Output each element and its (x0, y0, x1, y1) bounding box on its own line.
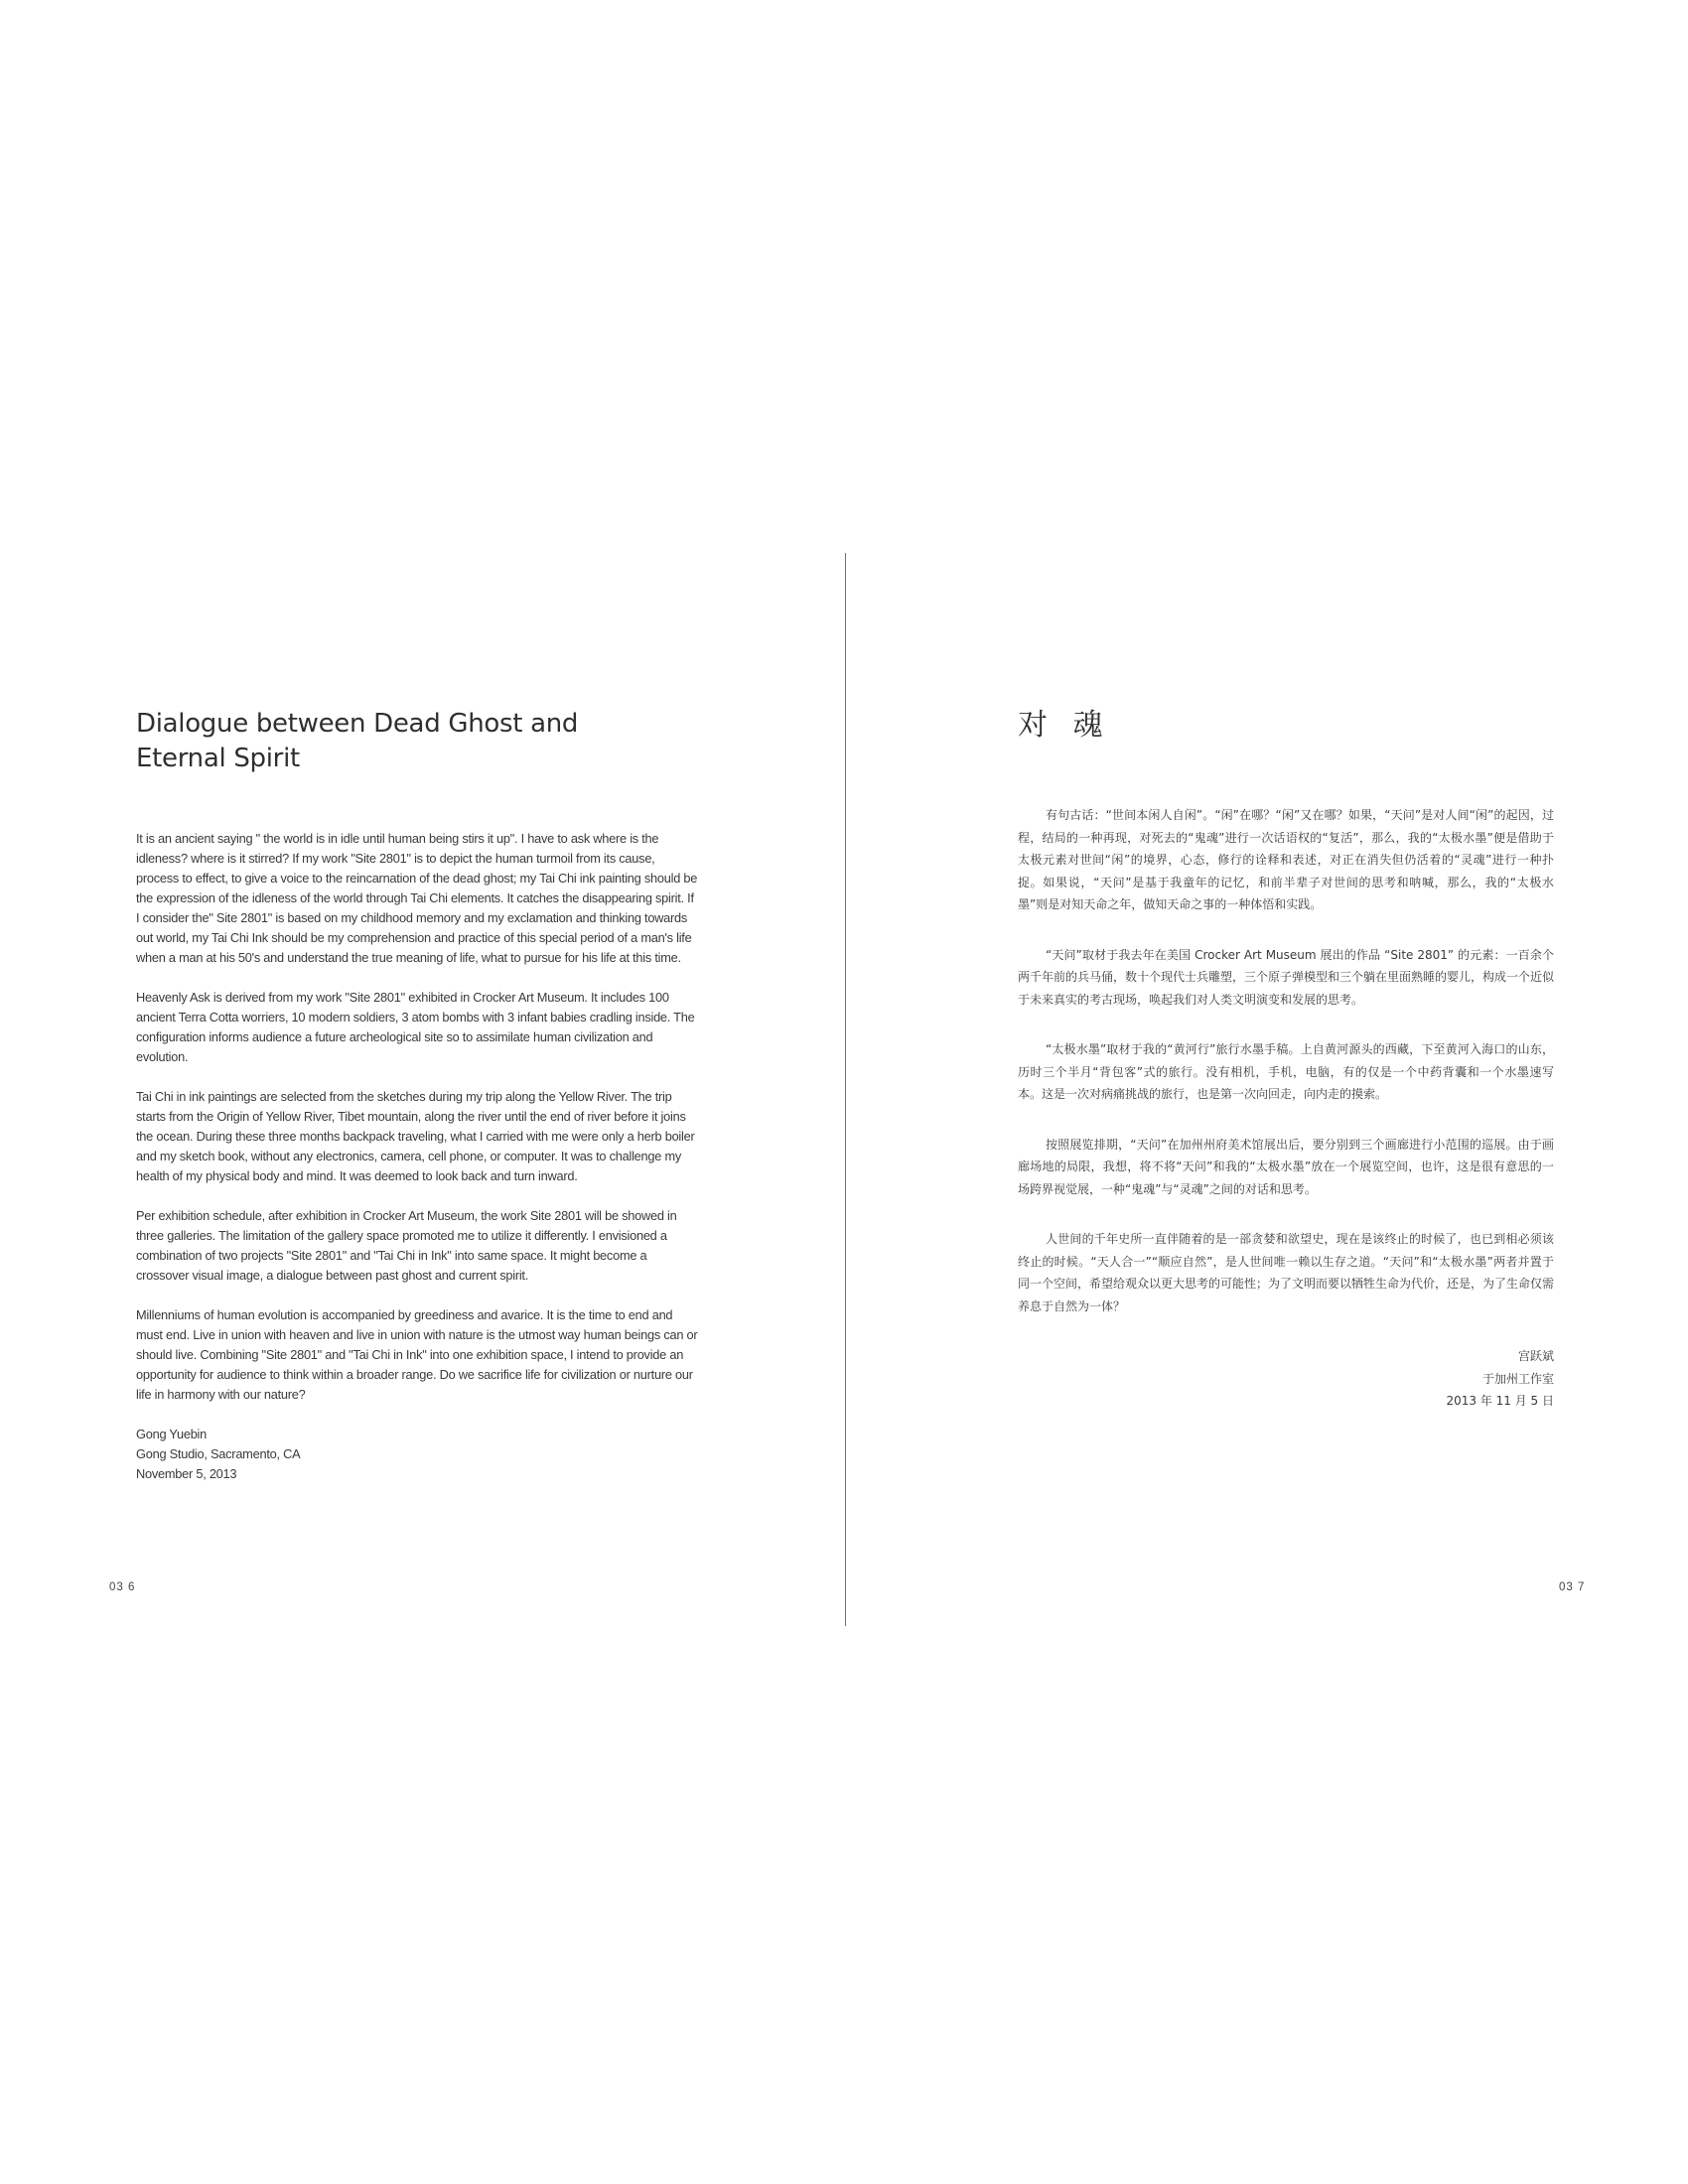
chinese-paragraph: 人世间的千年史所一直伴随着的是一部贪婪和欲望史，现在是该终止的时候了，也已到相必须该终止的时候。“天人合一”“顺应自然”，是人世间唯一赖以生存之道。“天问”和“太极水墨”两者并置于同一个空间，希望给观众以更大思考的可能性；为了文明而要以牺牲生命为代价，还是，为了生命仅需养息于自然为一体？ (1018, 1232, 1555, 1313)
english-title-line-2: Eternal Spirit (136, 744, 300, 773)
author-name-zh: 宫跃斌 (1517, 1349, 1554, 1363)
chinese-title: 对 魂 (1018, 708, 1111, 743)
chinese-body (1018, 804, 1554, 1413)
chinese-signature (1018, 1345, 1554, 1413)
author-name: Gong Yuebin (136, 1427, 208, 1441)
author-place-zh: 于加州工作室 (1481, 1371, 1554, 1386)
chinese-paragraph: “太极水墨”取材于我的“黄河行”旅行水墨手稿。上自黄河源头的西藏，下至黄河入海口的山东，历时三个半月“背包客”式的旅行。没有相机，手机，电脑，有的仅是一个中药背囊和一个水墨速写本。这是一次对病痛挑战的旅行，也是第一次向回走，向内走的摸索。 (1018, 1042, 1554, 1101)
right-page (1018, 707, 1554, 1413)
left-page-number: 03 6 (109, 1581, 136, 1593)
english-signature (136, 1425, 700, 1484)
chinese-paragraph: 按照展览排期，“天问”在加州州府美术馆展出后，要分别到三个画廊进行小范围的巡展。由于画廊场地的局限，我想，将不将“天问”和我的“太极水墨”放在一个展览空间，也许，这是很有意思的一场跨界视觉展，一种“鬼魂”与“灵魂”之间的对话和思考。 (1018, 1137, 1554, 1196)
english-body (136, 829, 700, 1484)
chinese-paragraph: 有句古话：“世间本闲人自闲”。“闲”在哪？“闲”又在哪？如果，“天问”是对人间“闲”的起因，过程，结局的一种再现，对死去的“鬼魂”进行一次话语权的“复活”，那么，我的“太极水墨”便是借助于太极元素对世间“闲”的境界，心态，修行的诠释和表述，对正在消失但仍活着的“灵魂”进行一种扑捉。如果说，“天问”是基于我童年的记忆，和前半辈子对世间的思考和呐喊，那么，我的“太极水墨”则是对知天命之年，做知天命之事的一种体悟和实践。 (1018, 808, 1554, 911)
english-title-line-1: Dialogue between Dead Ghost and (136, 709, 579, 739)
english-title (136, 707, 700, 776)
right-page-number: 03 7 (1559, 1581, 1586, 1593)
english-paragraph: It is an ancient saying " the world is in idle until human being stirs it up". I have to ask where is the idleness? where is it stirred? If my work "Site 2801" is to depict the human turmoil from its cause, process to effect, to give a voice to the reincarnation of the dead ghost; my Tai Chi ink painting should be the expression of the idleness of the world through Tai Chi elements. It catches the disappearing spirit. If I consider the" Site 2801" is based on my childhood memory and my exclamation and thinking towards out world, my Tai Chi Ink should be my comprehension and practice of this special period of a man's life when a man at his 50's and understand the true meaning of life, what to pursue for his life at this time. (136, 831, 698, 965)
author-date: November 5, 2013 (136, 1466, 237, 1481)
english-paragraph: Millenniums of human evolution is accompanied by greediness and avarice. It is the time to end and must end. Live in union with heaven and live in union with nature is the utmost way human beings can or should live. Combining "Site 2801" and "Tai Chi in Ink" into one exhibition space, I intend to provide an opportunity for audience to think within a broader range. Do we sacrifice life for civilization or nurture our life in harmony with our nature? (136, 1307, 698, 1402)
author-place: Gong Studio, Sacramento, CA (136, 1446, 301, 1461)
page-gutter-divider (845, 553, 846, 1626)
english-paragraph: Heavenly Ask is derived from my work "Site 2801" exhibited in Crocker Art Museum. It includes 100 ancient Terra Cotta worriers, 10 modern soldiers, 3 atom bombs with 3 infant babies cradling inside. The configuration informs audience a future archeological site so to assimilate human civilization and evolution. (136, 990, 695, 1064)
english-paragraph: Tai Chi in ink paintings are selected from the sketches during my trip along the Yellow River. The trip starts from the Origin of Yellow River, Tibet mountain, along the river until the end of river before it joins the ocean. During these three months backpack traveling, what I carried with me were only a herb boiler and my sketch book, without any electronics, camera, cell phone, or computer. It was to challenge my health of my physical body and mind. It was deemed to look back and turn inward. (136, 1089, 695, 1183)
left-page (136, 707, 700, 1484)
chinese-paragraph: “天问”取材于我去年在美国 Crocker Art Museum 展出的作品 “Site 2801” 的元素：一百余个两千年前的兵马俑，数十个现代士兵雕塑，三个原子弹模型和三个躺在里面熟睡的婴儿，构成一个近似于未来真实的考古现场，唤起我们对人类文明演变和发展的思考。 (1018, 947, 1555, 1007)
author-date-zh: 2013 年 11 月 5 日 (1446, 1394, 1554, 1408)
english-paragraph: Per exhibition schedule, after exhibition in Crocker Art Museum, the work Site 2801 will be showed in three galleries. The limitation of the gallery space promoted me to utilize it differently. I envisioned a combination of two projects "Site 2801" and "Tai Chi in Ink" into same space. It might become a crossover visual image, a dialogue between past ghost and current spirit. (136, 1208, 677, 1283)
